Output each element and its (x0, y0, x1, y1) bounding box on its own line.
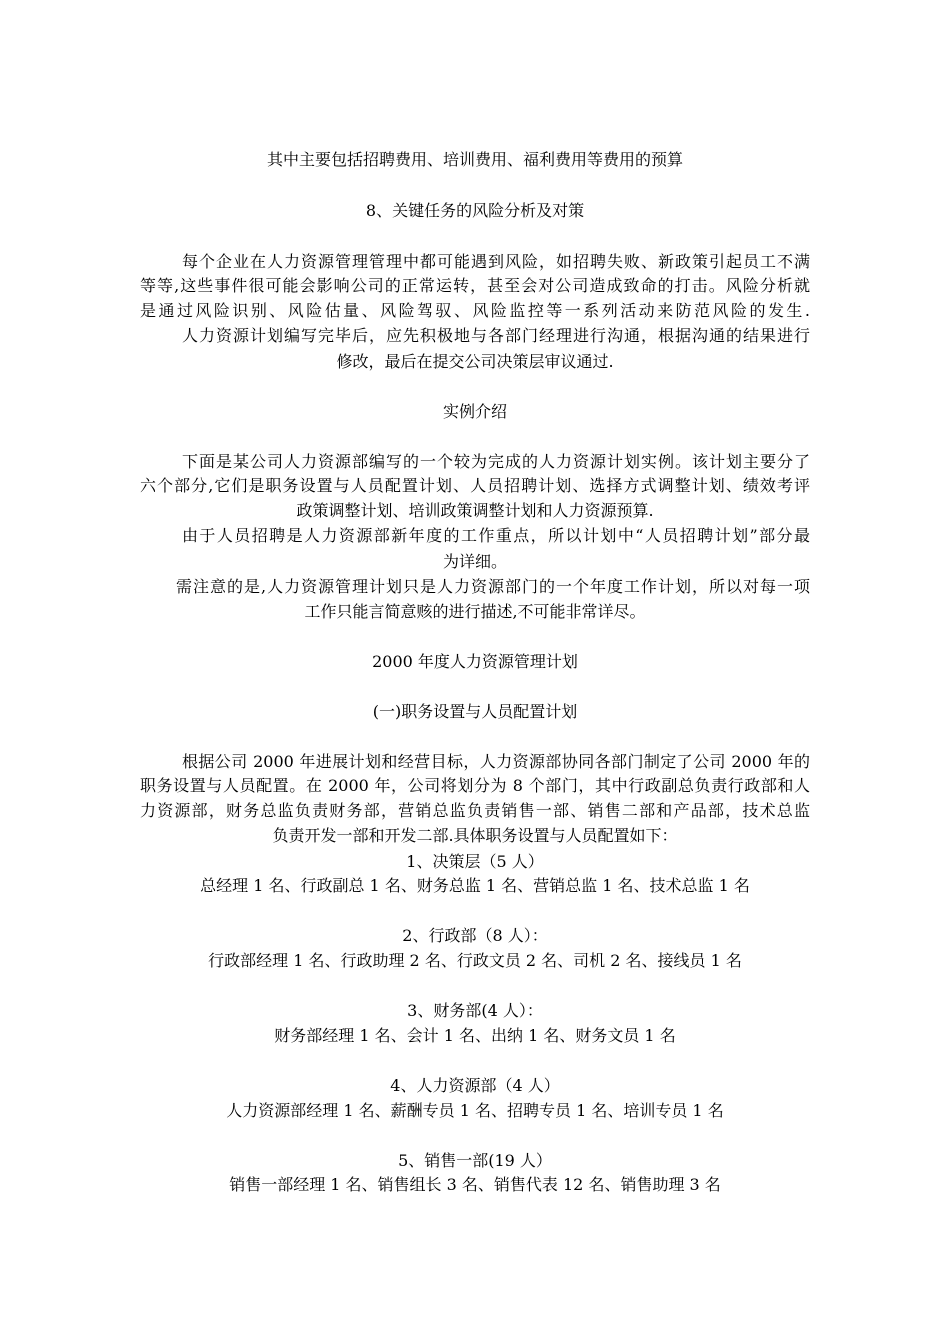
text-line: 人力资源部经理 1 名、薪酬专员 1 名、招聘专员 1 名、培训专员 1 名 (226, 1101, 724, 1120)
text-line: 等等,这些事件很可能会影响公司的正常运转，甚至会对公司造成致命的打击。风险分析就 (140, 276, 810, 295)
text-line: 是通过风险识别、风险估量、风险驾驭、风险监控等一系列活动来防范风险的发生. (140, 301, 810, 320)
text-line: 职务设置与人员配置。在 2000 年，公司将划分为 8 个部门，其中行政副总负责行政部和人 (140, 776, 810, 795)
text-line: 根据公司 2000 年进展计划和经营目标，人力资源部协同各部门制定了公司 2000 年的 (182, 752, 810, 771)
text-line: 人力资源计划编写完毕后，应先积极地与各部门经理进行沟通，根据沟通的结果进行 (182, 326, 810, 345)
text-line: 销售一部经理 1 名、销售组长 3 名、销售代表 12 名、销售助理 3 名 (229, 1175, 721, 1194)
text-line: 六个部分,它们是职务设置与人员配置计划、人员招聘计划、选择方式调整计划、绩效考评 (140, 476, 810, 495)
text-line: 政策调整计划、培训政策调整计划和人力资源预算. (296, 501, 654, 520)
text-line: 2000 年度人力资源管理计划 (372, 652, 578, 671)
text-line: 由于人员招聘是人力资源部新年度的工作重点，所以计划中“人员招聘计划”部分最 (182, 526, 810, 545)
text-line: (一)职务设置与人员配置计划 (372, 702, 578, 721)
text-line: 工作只能言简意赅的进行描述,不可能非常详尽。 (304, 602, 646, 621)
text-line: 其中主要包括招聘费用、培训费用、福利费用等费用的预算 (266, 150, 683, 169)
text-line: 实例介绍 (442, 402, 507, 421)
text-line: 4、人力资源部（4 人） (390, 1076, 560, 1095)
text-line: 3、财务部(4 人）： (407, 1001, 543, 1020)
document-page (140, 0, 810, 1344)
text-line: 财务部经理 1 名、会计 1 名、出纳 1 名、财务文员 1 名 (274, 1026, 676, 1045)
text-line: 8、关键任务的风险分析及对策 (365, 201, 585, 220)
text-line: 为详细。 (442, 552, 507, 571)
text-line: 每个企业在人力资源管理管理中都可能遇到风险，如招聘失败、新政策引起员工不满 (182, 252, 810, 271)
text-line: 总经理 1 名、行政副总 1 名、财务总监 1 名、营销总监 1 名、技术总监 1 名 (200, 876, 750, 895)
text-line: 力资源部，财务总监负责财务部，营销总监负责销售一部、销售二部和产品部，技术总监 (140, 801, 810, 820)
text-line: 2、行政部（8 人）： (402, 926, 548, 945)
text-line: 负责开发一部和开发二部.具体职务设置与人员配置如下： (272, 826, 678, 845)
text-line: 修改，最后在提交公司决策层审议通过. (336, 352, 614, 371)
text-line: 行政部经理 1 名、行政助理 2 名、行政文员 2 名、司机 2 名、接线员 1 名 (208, 951, 742, 970)
text-line: 1、决策层（5 人） (406, 852, 544, 871)
text-line: 需注意的是,人力资源管理计划只是人力资源部门的一个年度工作计划，所以对每一项 (176, 577, 810, 596)
text-line: 5、销售一部(19 人） (398, 1151, 552, 1170)
text-line: 下面是某公司人力资源部编写的一个较为完成的人力资源计划实例。该计划主要分了 (182, 452, 810, 471)
